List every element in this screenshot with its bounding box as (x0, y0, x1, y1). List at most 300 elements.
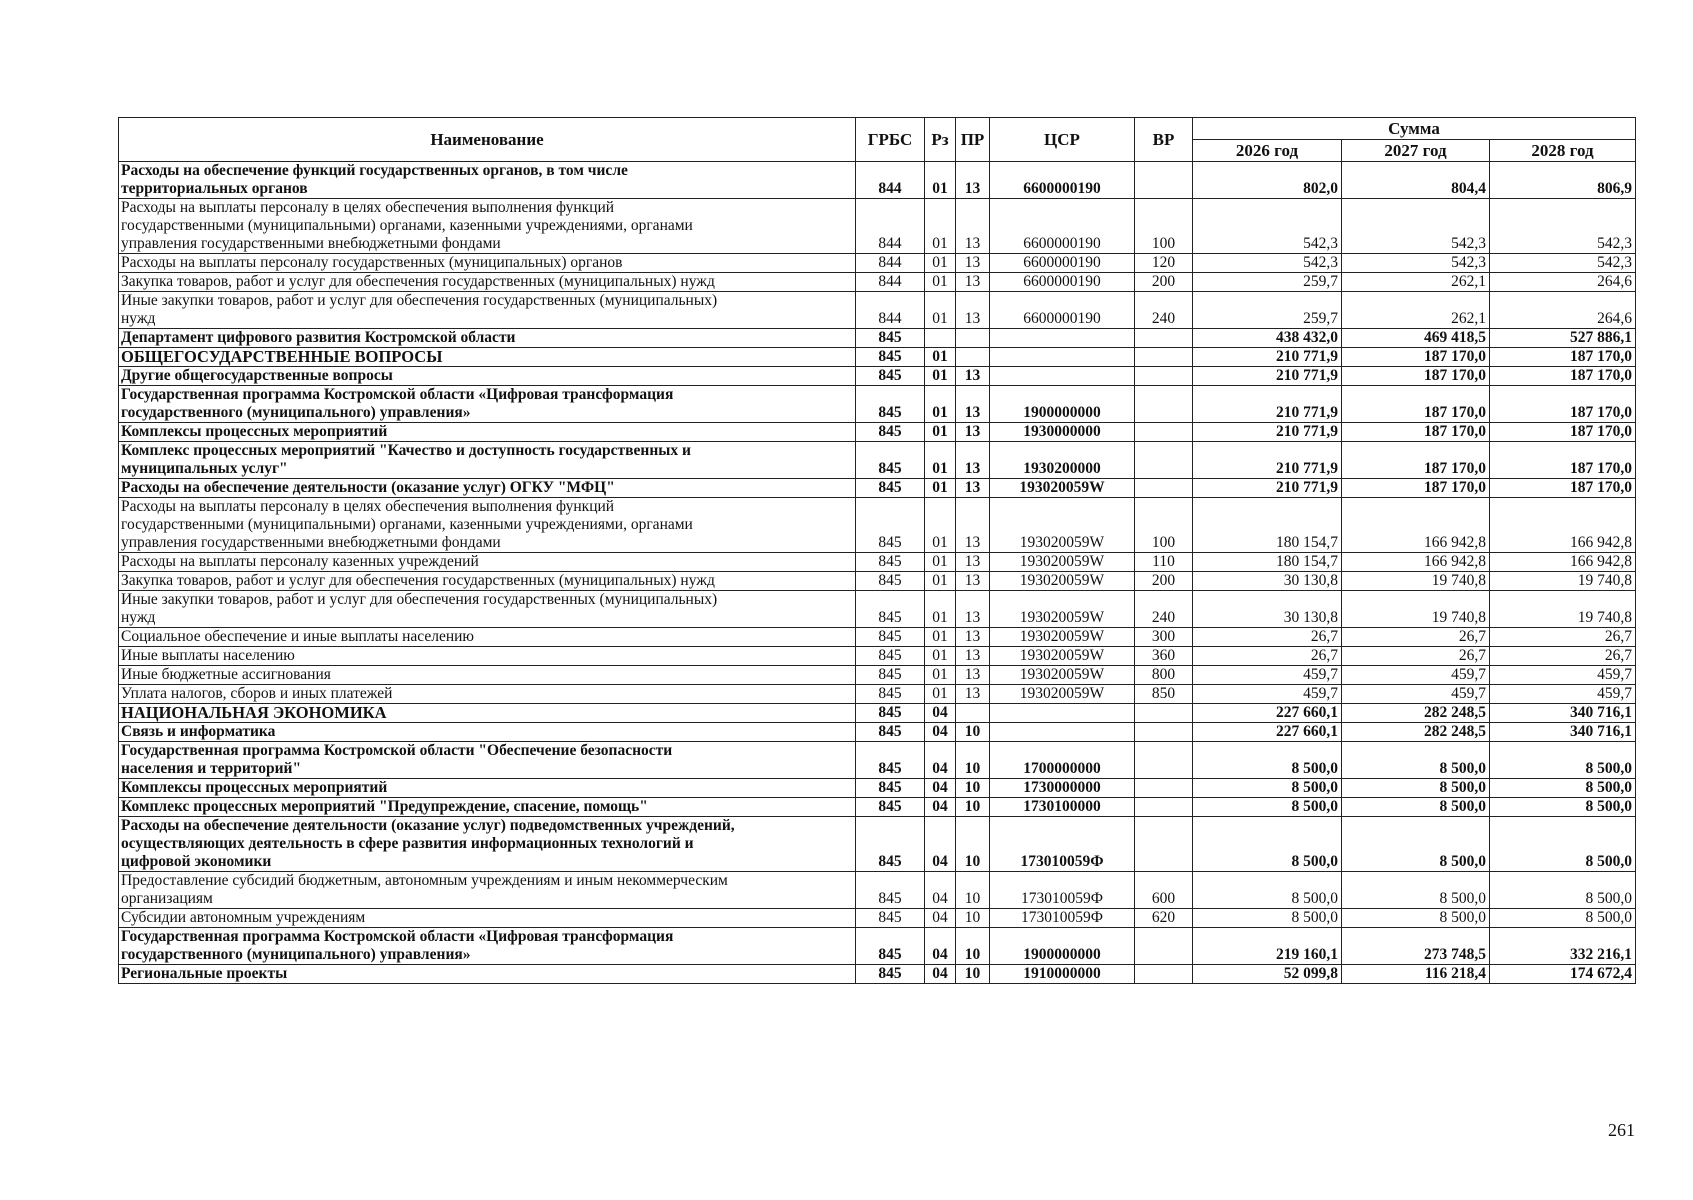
row-sum-2027: 459,7 (1342, 666, 1490, 685)
row-csr: 193020059W (990, 498, 1135, 553)
row-vr: 100 (1135, 498, 1193, 553)
row-csr: 193020059W (990, 553, 1135, 572)
table-body (119, 162, 1636, 984)
row-name: ОБЩЕГОСУДАРСТВЕННЫЕ ВОПРОСЫ (119, 348, 856, 367)
row-rz: 01 (925, 199, 956, 254)
row-grbs: 844 (856, 254, 925, 273)
row-rz: 04 (925, 704, 956, 723)
row-sum-2028: 806,9 (1490, 162, 1636, 199)
row-sum-2028: 264,6 (1490, 273, 1636, 292)
row-sum-2026: 459,7 (1193, 666, 1342, 685)
row-csr: 6600000190 (990, 199, 1135, 254)
row-name: Государственная программа Костромской области "Обеспечение безопасности населения и территорий" (119, 742, 856, 779)
row-vr (1135, 817, 1193, 872)
row-csr: 1730100000 (990, 798, 1135, 817)
table-header (119, 118, 1636, 162)
row-name: Комплексы процессных мероприятий (119, 779, 856, 798)
row-sum-2026: 210 771,9 (1193, 423, 1342, 442)
row-name: Расходы на выплаты персоналу в целях обеспечения выполнения функций государственными (муниципальными) органами, казенными учреждениями, органами управления государственными внебюджетными фондами (119, 498, 856, 553)
row-sum-2027: 19 740,8 (1342, 572, 1490, 591)
row-sum-2027: 187 170,0 (1342, 386, 1490, 423)
row-sum-2027: 542,3 (1342, 254, 1490, 273)
row-vr (1135, 742, 1193, 779)
row-sum-2026: 210 771,9 (1193, 386, 1342, 423)
row-sum-2027: 273 748,5 (1342, 928, 1490, 965)
row-name: Расходы на обеспечение функций государственных органов, в том числе территориальных органов (119, 162, 856, 199)
row-sum-2027: 8 500,0 (1342, 798, 1490, 817)
row-grbs: 845 (856, 666, 925, 685)
row-sum-2026: 542,3 (1193, 254, 1342, 273)
header-name: Наименование (119, 118, 856, 162)
row-rz: 01 (925, 498, 956, 553)
row-csr: 193020059W (990, 591, 1135, 628)
row-name: Комплексы процессных мероприятий (119, 423, 856, 442)
row-rz: 01 (925, 479, 956, 498)
row-csr: 193020059W (990, 647, 1135, 666)
row-rz: 04 (925, 872, 956, 909)
row-vr (1135, 367, 1193, 386)
row-name: Государственная программа Костромской области «Цифровая трансформация государственного (муниципального) управления» (119, 386, 856, 423)
row-sum-2026: 210 771,9 (1193, 367, 1342, 386)
row-name: Расходы на выплаты персоналу государственных (муниципальных) органов (119, 254, 856, 273)
row-rz: 01 (925, 367, 956, 386)
row-vr (1135, 779, 1193, 798)
row-pr: 10 (956, 798, 990, 817)
row-sum-2026: 210 771,9 (1193, 442, 1342, 479)
row-sum-2027: 469 418,5 (1342, 329, 1490, 348)
row-rz (925, 329, 956, 348)
row-csr: 1700000000 (990, 742, 1135, 779)
table-row (119, 685, 1636, 704)
row-sum-2028: 166 942,8 (1490, 553, 1636, 572)
table-row (119, 817, 1636, 872)
row-sum-2028: 264,6 (1490, 292, 1636, 329)
row-vr (1135, 723, 1193, 742)
row-sum-2026: 259,7 (1193, 273, 1342, 292)
row-vr: 620 (1135, 909, 1193, 928)
table-row (119, 779, 1636, 798)
row-pr: 13 (956, 254, 990, 273)
header-rz: Рз (925, 118, 956, 162)
row-sum-2027: 459,7 (1342, 685, 1490, 704)
header-year-2026: 2026 год (1193, 140, 1342, 162)
row-rz: 01 (925, 666, 956, 685)
row-pr: 10 (956, 872, 990, 909)
row-name: Субсидии автономным учреждениям (119, 909, 856, 928)
row-sum-2028: 187 170,0 (1490, 348, 1636, 367)
row-sum-2026: 542,3 (1193, 199, 1342, 254)
row-pr: 10 (956, 909, 990, 928)
row-rz: 01 (925, 685, 956, 704)
table-row (119, 628, 1636, 647)
row-grbs: 845 (856, 386, 925, 423)
row-grbs: 845 (856, 742, 925, 779)
row-sum-2026: 219 160,1 (1193, 928, 1342, 965)
row-sum-2028: 542,3 (1490, 254, 1636, 273)
header-grbs: ГРБС (856, 118, 925, 162)
row-pr: 13 (956, 292, 990, 329)
row-sum-2027: 282 248,5 (1342, 723, 1490, 742)
row-sum-2026: 210 771,9 (1193, 348, 1342, 367)
row-sum-2028: 8 500,0 (1490, 798, 1636, 817)
table-row (119, 647, 1636, 666)
row-sum-2028: 187 170,0 (1490, 442, 1636, 479)
row-name: Иные выплаты населению (119, 647, 856, 666)
row-sum-2028: 26,7 (1490, 628, 1636, 647)
row-sum-2027: 187 170,0 (1342, 442, 1490, 479)
row-csr: 193020059W (990, 479, 1135, 498)
row-csr (990, 723, 1135, 742)
row-sum-2027: 8 500,0 (1342, 742, 1490, 779)
row-csr: 1900000000 (990, 928, 1135, 965)
row-sum-2026: 8 500,0 (1193, 798, 1342, 817)
row-pr: 13 (956, 367, 990, 386)
row-sum-2027: 187 170,0 (1342, 348, 1490, 367)
row-csr: 6600000190 (990, 273, 1135, 292)
table-row (119, 329, 1636, 348)
row-sum-2028: 527 886,1 (1490, 329, 1636, 348)
row-grbs: 845 (856, 965, 925, 984)
row-sum-2028: 459,7 (1490, 666, 1636, 685)
row-grbs: 845 (856, 442, 925, 479)
row-name: Иные бюджетные ассигнования (119, 666, 856, 685)
table-row (119, 666, 1636, 685)
row-sum-2028: 26,7 (1490, 647, 1636, 666)
table-row (119, 704, 1636, 723)
row-rz: 01 (925, 442, 956, 479)
row-name: Комплекс процессных мероприятий "Предупреждение, спасение, помощь" (119, 798, 856, 817)
row-grbs: 845 (856, 928, 925, 965)
row-sum-2026: 227 660,1 (1193, 704, 1342, 723)
row-sum-2026: 210 771,9 (1193, 479, 1342, 498)
table-row (119, 928, 1636, 965)
row-sum-2028: 187 170,0 (1490, 479, 1636, 498)
row-sum-2027: 187 170,0 (1342, 423, 1490, 442)
header-year-2028: 2028 год (1490, 140, 1636, 162)
header-vr: ВР (1135, 118, 1193, 162)
row-csr (990, 329, 1135, 348)
row-sum-2026: 30 130,8 (1193, 591, 1342, 628)
row-sum-2026: 259,7 (1193, 292, 1342, 329)
row-grbs: 845 (856, 498, 925, 553)
row-name: Расходы на обеспечение деятельности (оказание услуг) ОГКУ "МФЦ" (119, 479, 856, 498)
row-rz: 01 (925, 292, 956, 329)
row-name: Расходы на выплаты персоналу в целях обеспечения выполнения функций государственными (муниципальными) органами, казенными учреждениями, органами управления государственными внебюджетными фондами (119, 199, 856, 254)
row-vr (1135, 928, 1193, 965)
row-csr: 193020059W (990, 685, 1135, 704)
row-grbs: 845 (856, 723, 925, 742)
row-name: Департамент цифрового развития Костромской области (119, 329, 856, 348)
row-sum-2027: 116 218,4 (1342, 965, 1490, 984)
header-pr: ПР (956, 118, 990, 162)
row-pr: 13 (956, 498, 990, 553)
row-sum-2027: 262,1 (1342, 273, 1490, 292)
row-rz: 04 (925, 723, 956, 742)
row-vr (1135, 423, 1193, 442)
row-pr: 13 (956, 442, 990, 479)
row-pr: 10 (956, 817, 990, 872)
row-grbs: 844 (856, 292, 925, 329)
row-sum-2028: 459,7 (1490, 685, 1636, 704)
row-grbs: 845 (856, 647, 925, 666)
row-rz: 01 (925, 553, 956, 572)
row-grbs: 845 (856, 423, 925, 442)
row-rz: 04 (925, 742, 956, 779)
row-rz: 04 (925, 798, 956, 817)
row-sum-2027: 8 500,0 (1342, 909, 1490, 928)
row-sum-2028: 19 740,8 (1490, 591, 1636, 628)
row-sum-2028: 340 716,1 (1490, 704, 1636, 723)
row-sum-2026: 438 432,0 (1193, 329, 1342, 348)
row-csr (990, 704, 1135, 723)
row-grbs: 845 (856, 591, 925, 628)
row-csr: 193020059W (990, 572, 1135, 591)
row-vr (1135, 442, 1193, 479)
table-row (119, 367, 1636, 386)
table-row (119, 386, 1636, 423)
row-sum-2026: 26,7 (1193, 647, 1342, 666)
row-rz: 01 (925, 348, 956, 367)
row-sum-2027: 166 942,8 (1342, 498, 1490, 553)
row-sum-2026: 26,7 (1193, 628, 1342, 647)
row-sum-2027: 262,1 (1342, 292, 1490, 329)
row-vr: 800 (1135, 666, 1193, 685)
row-csr: 1930200000 (990, 442, 1135, 479)
row-rz: 01 (925, 254, 956, 273)
table-row (119, 553, 1636, 572)
row-grbs: 845 (856, 348, 925, 367)
row-sum-2026: 8 500,0 (1193, 742, 1342, 779)
row-pr: 13 (956, 162, 990, 199)
row-vr (1135, 479, 1193, 498)
row-vr (1135, 965, 1193, 984)
row-grbs: 845 (856, 704, 925, 723)
row-sum-2026: 8 500,0 (1193, 779, 1342, 798)
table-row (119, 292, 1636, 329)
table-row (119, 591, 1636, 628)
row-rz: 04 (925, 909, 956, 928)
row-rz: 01 (925, 628, 956, 647)
row-name: Закупка товаров, работ и услуг для обеспечения государственных (муниципальных) нужд (119, 273, 856, 292)
row-vr: 360 (1135, 647, 1193, 666)
row-pr: 13 (956, 199, 990, 254)
row-vr: 110 (1135, 553, 1193, 572)
row-vr (1135, 704, 1193, 723)
row-name: Другие общегосударственные вопросы (119, 367, 856, 386)
row-name: Комплекс процессных мероприятий "Качество и доступность государственных и муниципальных услуг" (119, 442, 856, 479)
row-csr: 1730000000 (990, 779, 1135, 798)
budget-table (118, 117, 1636, 984)
row-vr: 200 (1135, 273, 1193, 292)
row-sum-2027: 8 500,0 (1342, 779, 1490, 798)
header-sum: Сумма (1193, 118, 1636, 140)
row-pr: 13 (956, 628, 990, 647)
row-sum-2026: 8 500,0 (1193, 872, 1342, 909)
row-vr: 850 (1135, 685, 1193, 704)
row-vr (1135, 798, 1193, 817)
header-csr: ЦСР (990, 118, 1135, 162)
row-sum-2026: 180 154,7 (1193, 553, 1342, 572)
row-name: Региональные проекты (119, 965, 856, 984)
row-vr: 120 (1135, 254, 1193, 273)
row-sum-2026: 180 154,7 (1193, 498, 1342, 553)
row-pr: 10 (956, 965, 990, 984)
row-name: Расходы на выплаты персоналу казенных учреждений (119, 553, 856, 572)
row-rz: 01 (925, 423, 956, 442)
row-sum-2026: 8 500,0 (1193, 909, 1342, 928)
row-grbs: 845 (856, 628, 925, 647)
table-row (119, 572, 1636, 591)
row-sum-2028: 542,3 (1490, 199, 1636, 254)
row-vr (1135, 386, 1193, 423)
row-sum-2027: 8 500,0 (1342, 872, 1490, 909)
table-row (119, 872, 1636, 909)
row-sum-2027: 19 740,8 (1342, 591, 1490, 628)
row-csr: 1930000000 (990, 423, 1135, 442)
table-row (119, 909, 1636, 928)
table-row (119, 479, 1636, 498)
table-row (119, 798, 1636, 817)
row-sum-2028: 187 170,0 (1490, 423, 1636, 442)
row-vr: 240 (1135, 292, 1193, 329)
row-grbs: 844 (856, 199, 925, 254)
table-row (119, 273, 1636, 292)
row-pr: 10 (956, 723, 990, 742)
row-name: Государственная программа Костромской области «Цифровая трансформация государственного (муниципального) управления» (119, 928, 856, 965)
row-sum-2028: 332 216,1 (1490, 928, 1636, 965)
row-pr: 10 (956, 928, 990, 965)
row-sum-2027: 187 170,0 (1342, 479, 1490, 498)
row-sum-2026: 52 099,8 (1193, 965, 1342, 984)
table-row (119, 162, 1636, 199)
row-grbs: 844 (856, 273, 925, 292)
row-sum-2026: 459,7 (1193, 685, 1342, 704)
row-rz: 04 (925, 817, 956, 872)
row-vr: 600 (1135, 872, 1193, 909)
row-rz: 01 (925, 647, 956, 666)
row-sum-2027: 187 170,0 (1342, 367, 1490, 386)
table-row (119, 723, 1636, 742)
row-name: Уплата налогов, сборов и иных платежей (119, 685, 856, 704)
row-pr: 13 (956, 386, 990, 423)
row-name: Иные закупки товаров, работ и услуг для обеспечения государственных (муниципальных) нужд (119, 591, 856, 628)
row-csr: 1910000000 (990, 965, 1135, 984)
header-year-2027: 2027 год (1342, 140, 1490, 162)
row-pr: 13 (956, 479, 990, 498)
table-row (119, 423, 1636, 442)
row-sum-2028: 166 942,8 (1490, 498, 1636, 553)
row-rz: 01 (925, 386, 956, 423)
row-grbs: 845 (856, 872, 925, 909)
table-row (119, 742, 1636, 779)
row-sum-2028: 8 500,0 (1490, 779, 1636, 798)
row-pr: 13 (956, 572, 990, 591)
row-sum-2027: 26,7 (1342, 647, 1490, 666)
row-grbs: 845 (856, 572, 925, 591)
row-grbs: 845 (856, 553, 925, 572)
row-vr (1135, 348, 1193, 367)
row-sum-2027: 804,4 (1342, 162, 1490, 199)
row-pr: 10 (956, 779, 990, 798)
row-sum-2028: 8 500,0 (1490, 742, 1636, 779)
row-sum-2026: 30 130,8 (1193, 572, 1342, 591)
row-pr: 10 (956, 742, 990, 779)
row-grbs: 845 (856, 779, 925, 798)
row-pr: 13 (956, 591, 990, 628)
row-grbs: 845 (856, 479, 925, 498)
row-csr: 173010059Ф (990, 909, 1135, 928)
row-vr: 200 (1135, 572, 1193, 591)
row-grbs: 845 (856, 798, 925, 817)
row-csr (990, 367, 1135, 386)
row-sum-2028: 8 500,0 (1490, 872, 1636, 909)
table-row (119, 199, 1636, 254)
row-csr: 1900000000 (990, 386, 1135, 423)
row-vr (1135, 329, 1193, 348)
row-rz: 04 (925, 779, 956, 798)
table-row (119, 965, 1636, 984)
row-sum-2028: 8 500,0 (1490, 909, 1636, 928)
row-sum-2027: 282 248,5 (1342, 704, 1490, 723)
row-grbs: 845 (856, 685, 925, 704)
row-vr: 100 (1135, 199, 1193, 254)
row-name: НАЦИОНАЛЬНАЯ ЭКОНОМИКА (119, 704, 856, 723)
row-sum-2027: 166 942,8 (1342, 553, 1490, 572)
table-row (119, 498, 1636, 553)
row-rz: 01 (925, 273, 956, 292)
row-pr: 13 (956, 423, 990, 442)
row-pr: 13 (956, 666, 990, 685)
row-rz: 01 (925, 591, 956, 628)
row-sum-2027: 542,3 (1342, 199, 1490, 254)
row-name: Социальное обеспечение и иные выплаты населению (119, 628, 856, 647)
row-sum-2027: 26,7 (1342, 628, 1490, 647)
row-grbs: 844 (856, 162, 925, 199)
table-row (119, 442, 1636, 479)
table-row (119, 254, 1636, 273)
row-sum-2028: 8 500,0 (1490, 817, 1636, 872)
row-grbs: 845 (856, 367, 925, 386)
row-name: Предоставление субсидий бюджетным, автономным учреждениям и иным некоммерческим организациям (119, 872, 856, 909)
row-csr: 193020059W (990, 666, 1135, 685)
row-sum-2027: 8 500,0 (1342, 817, 1490, 872)
row-pr: 13 (956, 647, 990, 666)
row-sum-2028: 340 716,1 (1490, 723, 1636, 742)
row-pr: 13 (956, 685, 990, 704)
row-pr (956, 348, 990, 367)
row-rz: 04 (925, 965, 956, 984)
row-grbs: 845 (856, 817, 925, 872)
row-csr: 6600000190 (990, 292, 1135, 329)
row-pr (956, 329, 990, 348)
row-sum-2026: 227 660,1 (1193, 723, 1342, 742)
row-csr (990, 348, 1135, 367)
row-csr: 6600000190 (990, 162, 1135, 199)
page-number: 261 (1608, 1120, 1635, 1140)
row-csr: 6600000190 (990, 254, 1135, 273)
row-vr: 240 (1135, 591, 1193, 628)
row-pr: 13 (956, 553, 990, 572)
row-name: Связь и информатика (119, 723, 856, 742)
row-sum-2028: 187 170,0 (1490, 386, 1636, 423)
row-name: Иные закупки товаров, работ и услуг для обеспечения государственных (муниципальных) нужд (119, 292, 856, 329)
row-rz: 04 (925, 928, 956, 965)
row-sum-2026: 802,0 (1193, 162, 1342, 199)
row-rz: 01 (925, 162, 956, 199)
row-pr: 13 (956, 273, 990, 292)
row-csr: 193020059W (990, 628, 1135, 647)
row-name: Закупка товаров, работ и услуг для обеспечения государственных (муниципальных) нужд (119, 572, 856, 591)
